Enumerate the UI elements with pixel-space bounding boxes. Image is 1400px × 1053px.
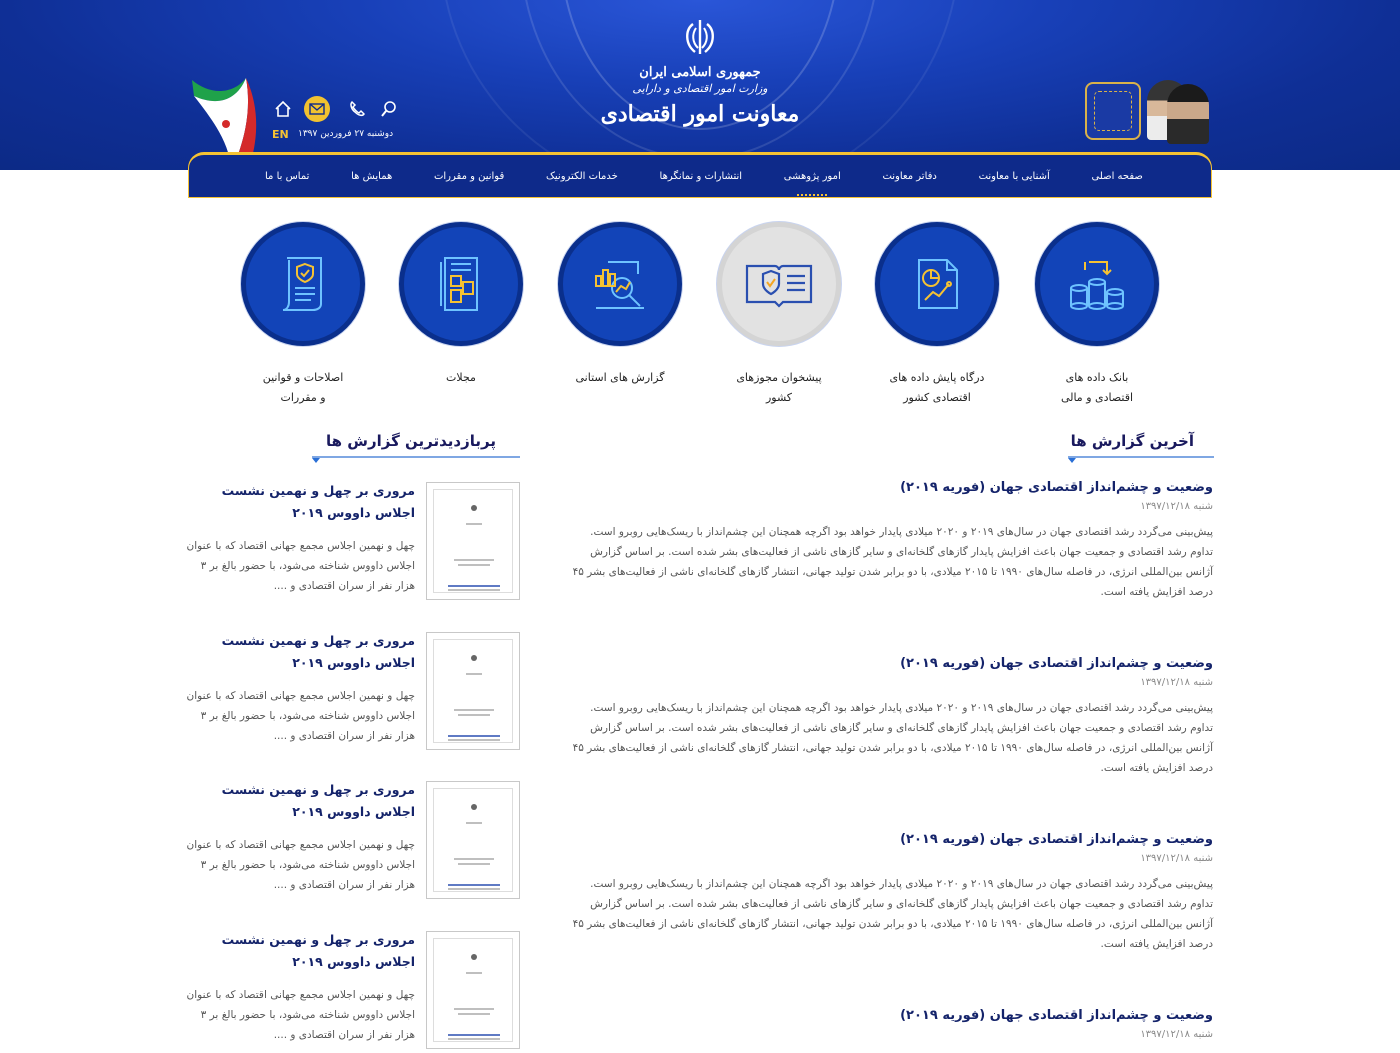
popular-title-link[interactable]: مروری بر چهل و نهمین نشست اجلاس داووس ۲۰۱۹ bbox=[221, 633, 415, 670]
report-paragraph: تداوم رشد اقتصادی و جمعیت جهان باعث افزایش پایدار گازهای گلخانه‌ای و سایر گازهای ناشی از فعالیت‌های بشر شده است. بر اساس گزارش آژانس بین‌المللی انرژی، در فاصله سال‌های ۱۹۹۰ تا ۲۰۱۵ میلادی، با دو برابر شدن تولید جهانی، انتشار گازهای گلخانه‌ای ناشی از فعالیت‌های بشر ۴۵ درصد افزایش یافته است. bbox=[572, 546, 1213, 598]
service-monitoring-portal[interactable] bbox=[862, 222, 1012, 408]
report-chart-icon bbox=[905, 252, 969, 316]
service-provincial-reports[interactable] bbox=[545, 222, 695, 388]
report-title-link[interactable]: وضعیت و چشم‌انداز اقتصادی جهان (فوریه ۲۰۱۹) bbox=[900, 1008, 1213, 1023]
nav-item-research[interactable]: امور پژوهشی bbox=[783, 170, 841, 182]
popular-summary: چهل و نهمین اجلاس مجمع جهانی اقتصاد که با عنوان اجلاس داووس شناخته می‌شود، با حضور بالغ بر ۳ هزار نفر از سران اقتصادی و .... bbox=[186, 989, 415, 1041]
home-icon[interactable] bbox=[270, 96, 296, 122]
english-language-link[interactable]: EN bbox=[272, 128, 289, 141]
report-title-link[interactable]: وضعیت و چشم‌انداز اقتصادی جهان (فوریه ۲۰۱۹) bbox=[900, 480, 1213, 495]
report-date: شنبه ۱۳۹۷/۱۲/۱۸ bbox=[1140, 501, 1213, 512]
nav-item-contact[interactable]: تماس با ما bbox=[265, 170, 310, 182]
service-label-line: گزارش های استانی bbox=[575, 371, 665, 384]
popular-summary: چهل و نهمین اجلاس مجمع جهانی اقتصاد که با عنوان اجلاس داووس شناخته می‌شود، با حضور بالغ بر ۳ هزار نفر از سران اقتصادی و .... bbox=[186, 839, 415, 891]
service-label-line: اقتصادی کشور bbox=[903, 391, 971, 404]
service-circle bbox=[558, 222, 682, 346]
popular-report-item bbox=[183, 630, 519, 752]
service-label-line: اصلاحات و قوانین bbox=[262, 371, 344, 384]
service-label-line: کشور bbox=[765, 391, 793, 404]
report-summary bbox=[565, 522, 1213, 602]
national-emblem-icon bbox=[679, 18, 721, 56]
quick-services bbox=[0, 222, 1400, 412]
popular-report-item bbox=[183, 779, 519, 901]
report-thumbnail[interactable] bbox=[426, 931, 520, 1049]
report-item bbox=[565, 832, 1213, 954]
report-summary bbox=[565, 698, 1213, 778]
report-thumbnail[interactable] bbox=[426, 632, 520, 750]
leaders-portraits bbox=[1085, 80, 1210, 142]
ministry-name: وزارت امور اقتصادی و دارایی bbox=[632, 82, 768, 95]
nav-item-conferences[interactable]: همایش ها bbox=[351, 170, 393, 182]
current-date: دوشنبه ۲۷ فروردین ۱۳۹۷ bbox=[298, 129, 394, 139]
nav-item-laws[interactable]: قوانین و مقررات bbox=[433, 170, 505, 182]
service-label-line: درگاه پایش داده های bbox=[889, 371, 985, 384]
service-license-desk[interactable] bbox=[704, 222, 854, 408]
report-paragraph: تداوم رشد اقتصادی و جمعیت جهان باعث افزایش پایدار گازهای گلخانه‌ای و سایر گازهای ناشی از فعالیت‌های بشر شده است. بر اساس گزارش آژانس بین‌المللی انرژی، در فاصله سال‌های ۱۹۹۰ تا ۲۰۱۵ میلادی، با دو برابر شدن تولید جهانی، انتشار گازهای گلخانه‌ای ناشی از فعالیت‌های بشر ۴۵ درصد افزایش یافته است. bbox=[572, 722, 1213, 774]
service-circle bbox=[1035, 222, 1159, 346]
search-icon[interactable] bbox=[376, 96, 402, 122]
report-date: شنبه ۱۳۹۷/۱۲/۱۸ bbox=[1140, 853, 1213, 864]
service-circle bbox=[875, 222, 999, 346]
section-underline bbox=[312, 456, 520, 458]
nav-item-about[interactable]: آشنایی با معاونت bbox=[978, 170, 1050, 182]
report-summary bbox=[565, 874, 1213, 954]
year-badge-emblem bbox=[1085, 82, 1141, 140]
service-magazines[interactable] bbox=[386, 222, 536, 388]
site-logo[interactable] bbox=[580, 18, 820, 129]
republic-name: جمهوری اسلامی ایران bbox=[639, 65, 761, 80]
service-economic-databank[interactable] bbox=[1022, 222, 1172, 408]
report-paragraph: پیش‌بینی می‌گردد رشد اقتصادی جهان در سال‌های ۲۰۱۹ و ۲۰۲۰ میلادی پایدار خواهد بود اگرچه همچنان این چشم‌انداز با ریسک‌هایی روبرو است. bbox=[590, 526, 1213, 538]
deputy-name: معاونت امور اقتصادی bbox=[600, 101, 800, 127]
report-date: شنبه ۱۳۹۷/۱۲/۱۸ bbox=[1140, 677, 1213, 688]
law-scroll-icon bbox=[271, 252, 335, 316]
report-paragraph: پیش‌بینی می‌گردد رشد اقتصادی جهان در سال‌های ۲۰۱۹ و ۲۰۲۰ میلادی پایدار خواهد بود اگرچه همچنان این چشم‌انداز با ریسک‌هایی روبرو است. bbox=[590, 878, 1213, 890]
report-paragraph: پیش‌بینی می‌گردد رشد اقتصادی جهان در سال‌های ۲۰۱۹ و ۲۰۲۰ میلادی پایدار خواهد بود اگرچه همچنان این چشم‌انداز با ریسک‌هایی روبرو است. bbox=[590, 702, 1213, 714]
popular-title-link[interactable]: مروری بر چهل و نهمین نشست اجلاس داووس ۲۰۱۹ bbox=[221, 483, 415, 520]
site-header bbox=[0, 0, 1400, 182]
analytics-magnifier-icon bbox=[588, 252, 652, 316]
report-thumbnail[interactable] bbox=[426, 781, 520, 899]
nav-item-publications[interactable]: انتشارات و نمانگرها bbox=[659, 170, 743, 182]
nav-item-e-services[interactable]: خدمات الکترونیک bbox=[545, 170, 618, 182]
mail-icon[interactable] bbox=[304, 96, 330, 122]
portrait-image bbox=[1167, 84, 1209, 144]
report-title-link[interactable]: وضعیت و چشم‌انداز اقتصادی جهان (فوریه ۲۰۱۹) bbox=[900, 656, 1213, 671]
popular-report-item bbox=[183, 929, 519, 1051]
service-label-line: مجلات bbox=[446, 371, 476, 384]
service-circle bbox=[241, 222, 365, 346]
popular-report-item bbox=[183, 480, 519, 602]
nav-item-offices[interactable]: دفاتر معاونت bbox=[882, 170, 937, 182]
latest-reports-title: آخرین گزارش ها bbox=[1070, 432, 1194, 450]
service-label-line: پیشخوان مجوزهای bbox=[736, 371, 822, 384]
report-title-link[interactable]: وضعیت و چشم‌انداز اقتصادی جهان (فوریه ۲۰۱۹) bbox=[900, 832, 1213, 847]
report-item bbox=[565, 480, 1213, 602]
license-shield-icon bbox=[743, 256, 815, 312]
section-underline bbox=[1068, 456, 1214, 458]
report-paragraph: تداوم رشد اقتصادی و جمعیت جهان باعث افزایش پایدار گازهای گلخانه‌ای و سایر گازهای ناشی از فعالیت‌های بشر شده است. بر اساس گزارش آژانس بین‌المللی انرژی، در فاصله سال‌های ۱۹۹۰ تا ۲۰۱۵ میلادی، با دو برابر شدن تولید جهانی، انتشار گازهای گلخانه‌ای ناشی از فعالیت‌های بشر ۴۵ درصد افزایش یافته است. bbox=[572, 898, 1213, 950]
popular-reports-title: پربازدیدترین گزارش ها bbox=[326, 432, 496, 450]
phone-icon[interactable] bbox=[344, 96, 370, 122]
popular-summary: چهل و نهمین اجلاس مجمع جهانی اقتصاد که با عنوان اجلاس داووس شناخته می‌شود، با حضور بالغ بر ۳ هزار نفر از سران اقتصادی و .... bbox=[186, 690, 415, 742]
service-label-line: اقتصادی و مالی bbox=[1060, 391, 1134, 404]
database-coins-icon bbox=[1065, 252, 1129, 316]
report-thumbnail[interactable] bbox=[426, 482, 520, 600]
report-item bbox=[565, 656, 1213, 778]
nav-item-home[interactable]: صفحه اصلی bbox=[1091, 170, 1143, 182]
service-label-line: و مقررات bbox=[280, 391, 326, 404]
service-laws-regulations[interactable] bbox=[228, 222, 378, 408]
report-item bbox=[565, 1008, 1213, 1040]
main-navigation bbox=[188, 152, 1212, 198]
service-circle bbox=[717, 222, 841, 346]
service-circle bbox=[399, 222, 523, 346]
popular-title-link[interactable]: مروری بر چهل و نهمین نشست اجلاس داووس ۲۰۱۹ bbox=[221, 782, 415, 819]
service-label-line: بانک داده های bbox=[1065, 371, 1129, 384]
popular-summary: چهل و نهمین اجلاس مجمع جهانی اقتصاد که با عنوان اجلاس داووس شناخته می‌شود، با حضور بالغ بر ۳ هزار نفر از سران اقتصادی و .... bbox=[186, 540, 415, 592]
report-date: شنبه ۱۳۹۷/۱۲/۱۸ bbox=[1140, 1029, 1213, 1040]
magazine-icon bbox=[429, 252, 493, 316]
popular-title-link[interactable]: مروری بر چهل و نهمین نشست اجلاس داووس ۲۰۱۹ bbox=[221, 932, 415, 969]
